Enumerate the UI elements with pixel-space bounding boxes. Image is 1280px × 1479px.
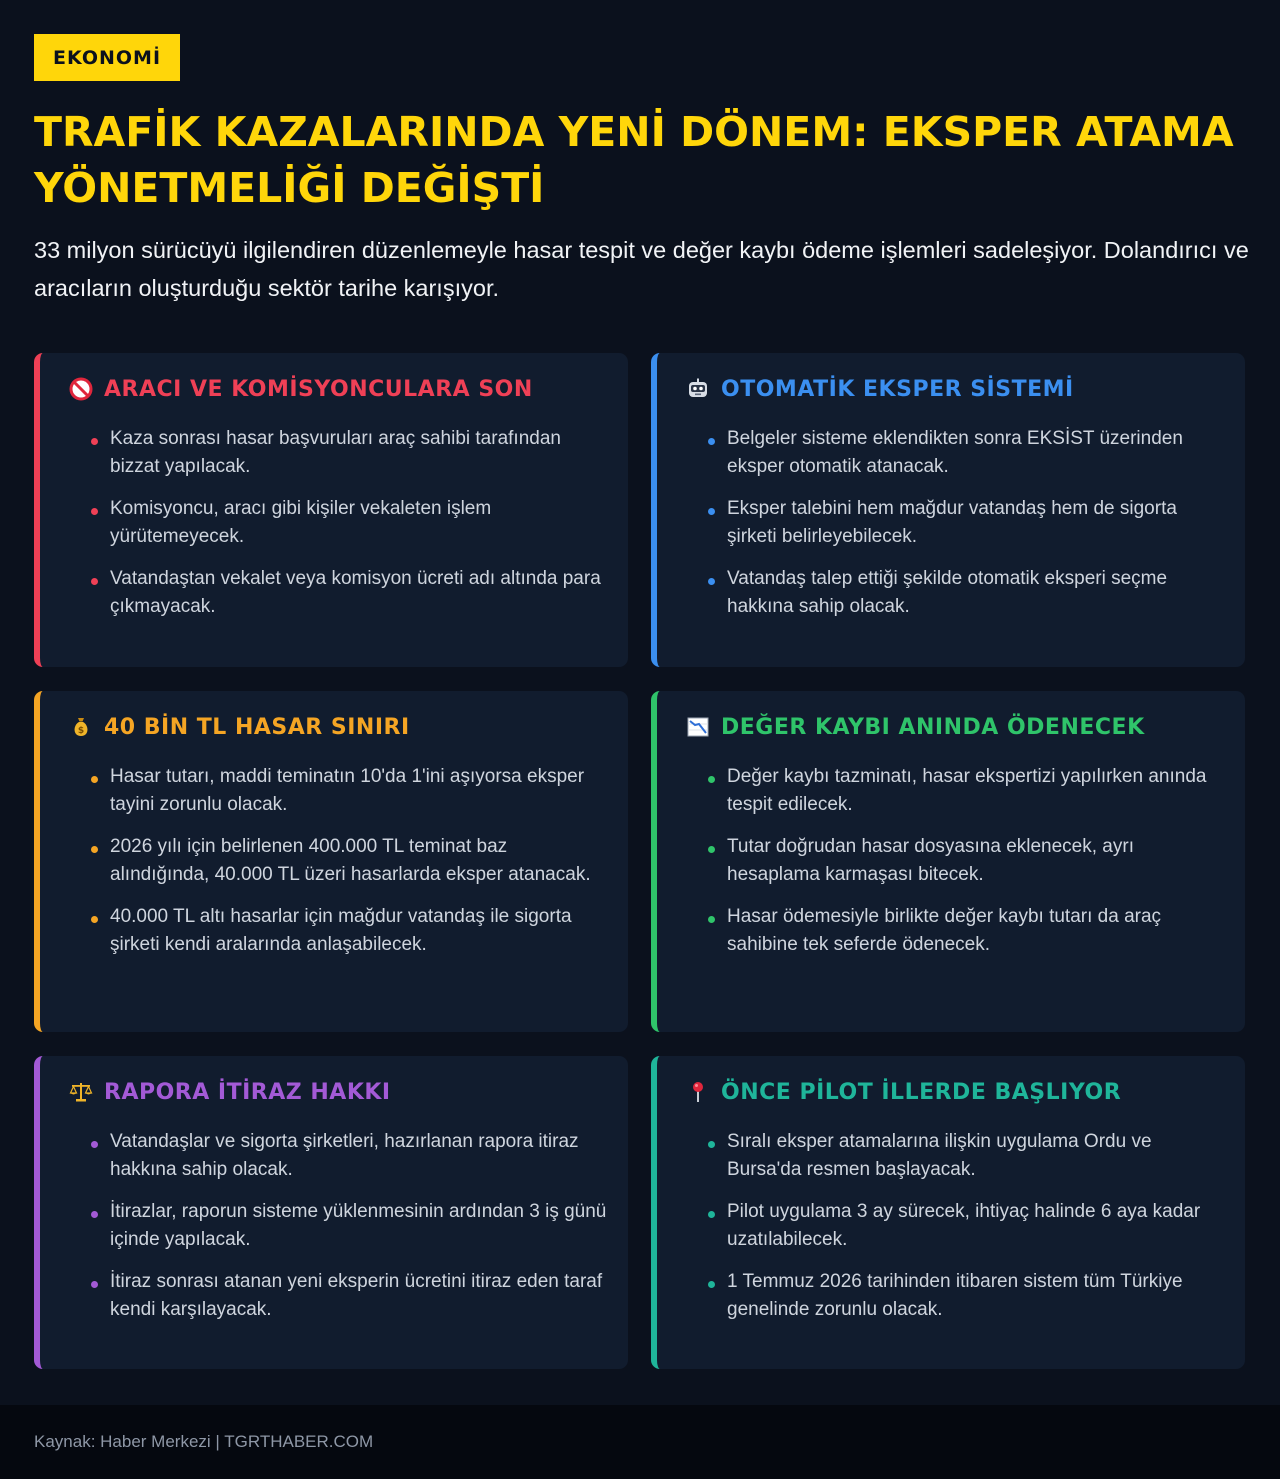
card-header <box>685 711 1145 743</box>
money-bag-icon <box>68 714 94 740</box>
card-title: ARACI VE KOMİSYONCULARA SON <box>104 376 533 402</box>
card-header <box>68 373 533 405</box>
bullet-dot <box>708 916 715 923</box>
bullet-text: Kaza sonrası hasar başvuruları araç sahibi tarafından bizzat yapılacak. <box>110 428 561 477</box>
bullet-dot <box>708 846 715 853</box>
source-credit: Kaynak: Haber Merkezi | TGRTHABER.COM <box>34 1432 374 1451</box>
bullet-text: İtiraz sonrası atanan yeni eksperin ücretini itiraz eden taraf kendi karşılayacak. <box>110 1271 603 1320</box>
bullet-dot <box>91 1211 98 1218</box>
bullet-text: Pilot uygulama 3 ay sürecek, ihtiyaç halinde 6 aya kadar uzatılabilecek. <box>727 1201 1201 1250</box>
bullet-text: Tutar doğrudan hasar dosyasına eklenecek, ayrı hesaplama karmaşası bitecek. <box>727 836 1134 885</box>
bullet-list <box>110 763 610 973</box>
headline: TRAFİK KAZALARINDA YENİ DÖNEM: EKSPER ATAMA YÖNETMELİĞİ DEĞİŞTİ <box>34 108 1234 212</box>
bullet-dot <box>708 1281 715 1288</box>
bullet-text: Değer kaybı tazminatı, hasar ekspertizi yapılırken anında tespit edilecek. <box>727 766 1207 815</box>
list-item <box>727 1128 1227 1184</box>
list-item <box>727 495 1227 551</box>
chart-decreasing-icon <box>685 714 711 740</box>
card-title: RAPORA İTİRAZ HAKKI <box>104 1079 391 1105</box>
list-item <box>727 903 1227 959</box>
bullet-dot <box>91 1281 98 1288</box>
list-item <box>110 763 610 819</box>
list-item <box>727 1268 1227 1324</box>
list-item <box>110 833 610 889</box>
bullet-text: Vatandaştan vekalet veya komisyon ücreti adı altında para çıkmayacak. <box>110 568 601 617</box>
bullet-text: 1 Temmuz 2026 tarihinden itibaren sistem tüm Türkiye genelinde zorunlu olacak. <box>727 1271 1183 1320</box>
bullet-dot <box>91 578 98 585</box>
bullet-dot <box>708 776 715 783</box>
list-item <box>727 565 1227 621</box>
bullet-dot <box>91 916 98 923</box>
bullet-dot <box>91 776 98 783</box>
source-footer <box>0 1405 1280 1479</box>
list-item <box>110 495 610 551</box>
card-header <box>68 711 410 743</box>
bullet-dot <box>91 508 98 515</box>
card-hasar-siniri <box>34 691 628 1032</box>
list-item <box>110 1198 610 1254</box>
bullet-text: İtirazlar, raporun sisteme yüklenmesinin ardından 3 iş günü içinde yapılacak. <box>110 1201 607 1250</box>
list-item <box>110 1268 610 1324</box>
bullet-dot <box>708 1211 715 1218</box>
category-badge: EKONOMİ <box>34 34 180 81</box>
card-title: ÖNCE PİLOT İLLERDE BAŞLIYOR <box>721 1079 1122 1105</box>
list-item <box>727 425 1227 481</box>
card-title: DEĞER KAYBI ANINDA ÖDENECEK <box>721 714 1145 740</box>
bullet-dot <box>91 1141 98 1148</box>
bullet-dot <box>708 508 715 515</box>
bullet-dot <box>91 846 98 853</box>
list-item <box>110 1128 610 1184</box>
card-otomatik-eksper <box>651 353 1245 667</box>
list-item <box>727 833 1227 889</box>
list-item <box>110 565 610 621</box>
list-item <box>110 903 610 959</box>
list-item <box>110 425 610 481</box>
card-header <box>685 373 1074 405</box>
bullet-text: Hasar tutarı, maddi teminatın 10'da 1'ini aşıyorsa eksper tayini zorunlu olacak. <box>110 766 585 815</box>
bullet-text: 2026 yılı için belirlenen 400.000 TL teminat baz alındığında, 40.000 TL üzeri hasarlarda eksper atanacak. <box>110 836 591 885</box>
bullet-text: 40.000 TL altı hasarlar için mağdur vatandaş ile sigorta şirketi kendi aralarında anlaşabilecek. <box>110 906 572 955</box>
card-deger-kaybi <box>651 691 1245 1032</box>
card-header <box>68 1076 391 1108</box>
bullet-text: Hasar ödemesiyle birlikte değer kaybı tutarı da araç sahibine tek seferde ödenecek. <box>727 906 1162 955</box>
robot-icon <box>685 376 711 402</box>
no-entry-icon <box>68 376 94 402</box>
bullet-list <box>110 425 610 635</box>
bullet-list <box>727 1128 1227 1338</box>
bullet-dot <box>708 438 715 445</box>
bullet-list <box>727 763 1227 973</box>
bullet-text: Sıralı eksper atamalarına ilişkin uygulama Ordu ve Bursa'da resmen başlayacak. <box>727 1131 1152 1180</box>
pushpin-icon <box>685 1079 711 1105</box>
bullet-text: Vatandaşlar ve sigorta şirketleri, hazırlanan rapora itiraz hakkına sahip olacak. <box>110 1131 579 1180</box>
bullet-list <box>110 1128 610 1338</box>
card-title: OTOMATİK EKSPER SİSTEMİ <box>721 376 1074 402</box>
bullet-dot <box>708 1141 715 1148</box>
card-title: 40 BİN TL HASAR SINIRI <box>104 714 410 740</box>
bullet-dot <box>91 438 98 445</box>
svg-text:$: $ <box>77 726 85 736</box>
card-araci-komisyoncu <box>34 353 628 667</box>
bullet-text: Komisyoncu, aracı gibi kişiler vekaleten işlem yürütemeyecek. <box>110 498 492 547</box>
subheadline: 33 milyon sürücüyü ilgilendiren düzenlemeyle hasar tespit ve değer kaybı ödeme işlemleri sadeleşiyor. Dolandırıcı ve aracıların oluşturduğu sektör tarihe karışıyor. <box>34 237 1249 301</box>
bullet-list <box>727 425 1227 635</box>
bullet-text: Belgeler sisteme eklendikten sonra EKSİST üzerinden eksper otomatik atanacak. <box>727 428 1183 477</box>
list-item <box>727 1198 1227 1254</box>
card-pilot-iller <box>651 1056 1245 1369</box>
bullet-text: Vatandaş talep ettiği şekilde otomatik eksperi seçme hakkına sahip olacak. <box>727 568 1168 617</box>
bullet-text: Eksper talebini hem mağdur vatandaş hem de sigorta şirketi belirleyebilecek. <box>727 498 1177 547</box>
list-item <box>727 763 1227 819</box>
balance-scale-icon <box>68 1079 94 1105</box>
bullet-dot <box>708 578 715 585</box>
card-itiraz-hakki <box>34 1056 628 1369</box>
card-header <box>685 1076 1121 1108</box>
